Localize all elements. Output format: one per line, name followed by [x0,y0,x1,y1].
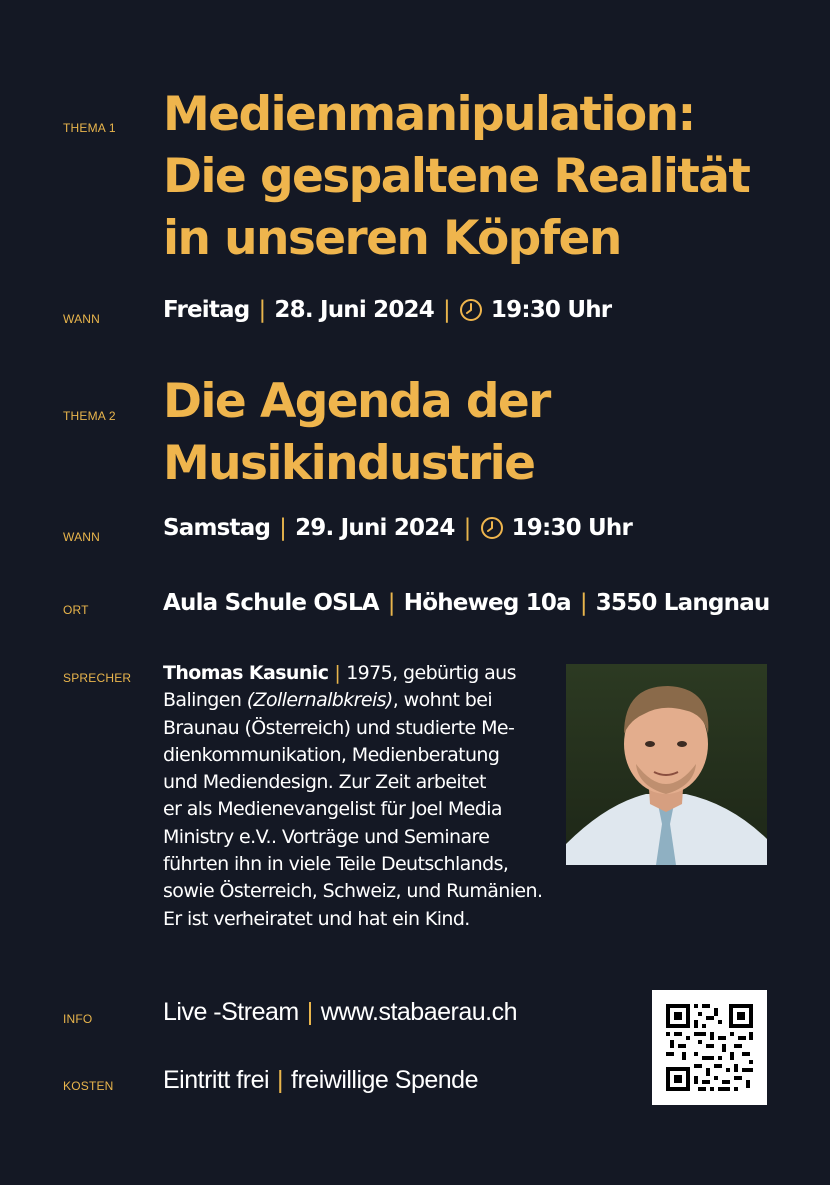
kosten-label: KOSTEN [63,1079,114,1093]
bio-line [163,660,588,687]
ort-street: Höheweg 10a [403,590,571,616]
info-stream: Live -Stream [163,998,299,1026]
thema1-title-line: Medienmanipulation: [163,87,695,142]
wann2-datetime [163,515,632,541]
separator: | [258,297,266,323]
separator: | [279,515,287,541]
thema1-label: THEMA 1 [63,121,116,135]
thema1-title-line: Die gespaltene Realität [163,149,750,204]
separator: | [277,1066,284,1094]
wann1-day: Freitag [163,297,250,323]
qr-code[interactable] [652,990,767,1105]
ort-city: 3550 Langnau [595,590,770,616]
separator: | [442,297,450,323]
separator: | [463,515,471,541]
wann2-date: 29. Juni 2024 [295,515,455,541]
wann1-datetime [163,297,611,323]
speaker-name: Thomas Kasunic [163,662,329,684]
thema1-title-line: in unseren Köpfen [163,211,621,266]
bio-line: Ministry e.V.. Vorträge und Seminare [163,825,490,848]
wann1-date: 28. Juni 2024 [274,297,434,323]
wann2-day: Samstag [163,515,271,541]
info-label: INFO [63,1012,93,1026]
thema2-title-line: Die Agenda der [163,374,550,429]
kosten-row [163,1066,478,1095]
separator: | [387,590,395,616]
bio-line: er als Medienevangelist für Joel Media [163,798,502,821]
bio-line: dienkommunikation, Medienberatung [163,743,500,766]
bio-line: Braunau (Österreich) und studierte Me- [163,716,515,739]
bio-line: sowie Österreich, Schweiz, und Rumänien. [163,880,543,903]
bio-line: und Mediendesign. Zur Zeit arbeitet [163,771,486,794]
wann1-label: WANN [63,312,101,326]
thema1-title [163,84,749,270]
separator: | [334,662,341,684]
bio-text: 1975, gebürtig aus [346,662,516,684]
bio-line [163,687,588,714]
kosten-entry: Eintritt frei [163,1066,270,1094]
separator: | [579,590,587,616]
speaker-bio [163,660,588,933]
wann1-time: 19:30 Uhr [490,297,612,323]
bio-line: führten ihn in viele Teile Deutschlands, [163,853,509,876]
bio-line: Er ist verheiratet und hat ein Kind. [163,907,470,930]
thema2-label: THEMA 2 [63,409,116,423]
clock-icon [480,516,504,540]
separator: | [306,998,313,1026]
kosten-donation: freiwillige Spende [291,1066,478,1094]
bio-italic-text: (Zollernalbkreis) [246,689,393,712]
speaker-photo [566,664,767,865]
info-website-link[interactable]: www.stabaerau.ch [320,998,517,1026]
clock-icon [459,298,483,322]
info-row [163,998,517,1027]
ort-venue: Aula Schule OSLA [163,590,379,616]
sprecher-label: SPRECHER [63,671,132,685]
thema2-title-line: Musikindustrie [163,436,535,491]
bio-text: Balingen [163,689,247,712]
ort-address [163,590,770,616]
bio-text: , wohnt bei [392,689,492,712]
wann2-label: WANN [63,530,101,544]
wann2-time: 19:30 Uhr [511,515,633,541]
ort-label: ORT [63,603,89,617]
thema2-title [163,371,550,495]
